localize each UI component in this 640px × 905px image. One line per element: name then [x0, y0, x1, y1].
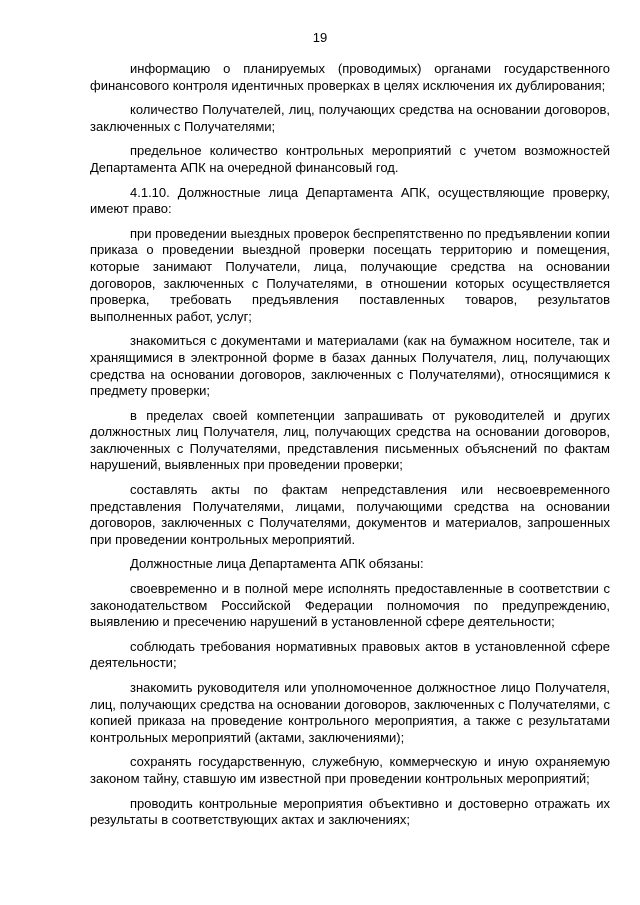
document-body [90, 61, 610, 837]
page-number: 19 [312, 30, 328, 45]
paragraph: предельное количество контрольных мероприятий с учетом возможностей Департамента АПК на очередной финансовый год. [90, 143, 610, 175]
paragraph: соблюдать требования нормативных правовых актов в установленной сфере деятельности; [90, 638, 610, 671]
paragraph: проводить контрольные мероприятия объективно и достоверно отражать их результаты в соответствующих актах и заключениях; [90, 795, 610, 828]
paragraph: Должностные лица Департамента АПК обязаны: [130, 556, 424, 572]
paragraph: сохранять государственную, служебную, коммерческую и иную охраняемую законом тайну, ставшую им известной при проведении контрольных мероприятий; [90, 754, 610, 786]
paragraph: составлять акты по фактам непредставления или несвоевременного представления Получателями, лицами, получающими средства на основании договоров, заключенных с Получателями, документов и материалов, запрошенных при проведении контрольных мероприятий. [90, 482, 610, 547]
section-heading-paragraph: 4.1.10. Должностные лица Департамента АПК, осуществляющие проверку, имеют право: [90, 184, 610, 217]
paragraph: в пределах своей компетенции запрашивать от руководителей и других должностных лиц Получателя, лиц, получающих средства на основании договоров, заключенных с Получателями, представления письменных объяснений по фактам нарушений, выявленных при проведении проверки; [90, 407, 610, 473]
paragraph: знакомиться с документами и материалами (как на бумажном носителе, так и хранящимися в электронной форме в базах данных Получателя, лиц, получающих средства на основании договоров, заключенных с Получателями), относящимися к предмету проверки; [90, 333, 610, 399]
paragraph: знакомить руководителя или уполномоченное должностное лицо Получателя, лиц, получающих средства на основании договоров, заключенных с Получателями, с копией приказа на проведение контрольного мероприятия, а также с результатами контрольных мероприятий (актами, заключениями); [90, 680, 610, 745]
paragraph: при проведении выездных проверок беспрепятственно по предъявлении копии приказа о проведении выездной проверки посещать территорию и помещения, которые занимают Получатели, лица, получающие средства на основании договоров, заключенных с Получателями, в отношении которых осуществляется проверка, требовать предъявления поставленных товаров, результатов выполненных работ, услуг; [90, 225, 610, 324]
paragraph: своевременно и в полной мере исполнять предоставленные в соответствии с законодательством Российской Федерации полномочия по предупреждению, выявлению и пресечению нарушений в установленной сфере деятельности; [90, 581, 610, 630]
paragraph: информацию о планируемых (проводимых) органами государственного финансового контроля идентичных проверках в целях исключения их дублирования; [90, 61, 610, 93]
paragraph: количество Получателей, лиц, получающих средства на основании договоров, заключенных с Получателями; [90, 102, 610, 134]
